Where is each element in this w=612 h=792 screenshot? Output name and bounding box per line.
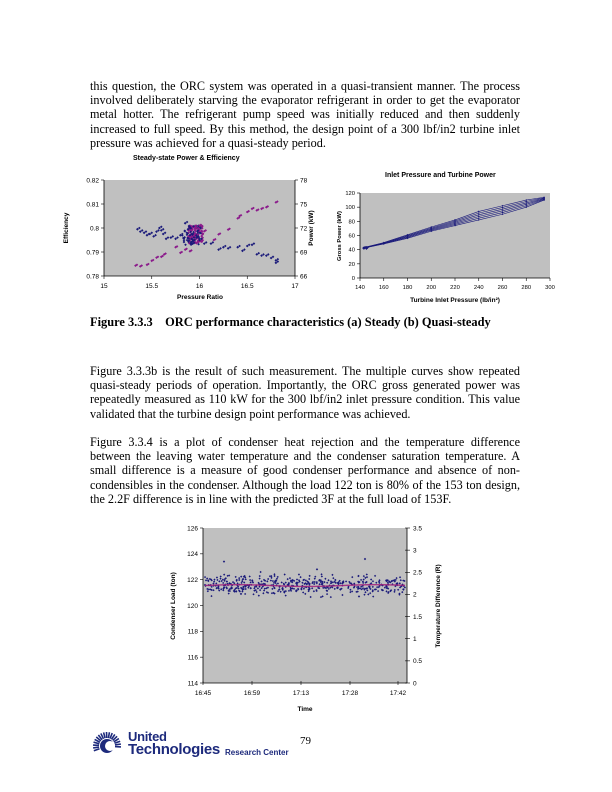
svg-text:0.5: 0.5 [413, 658, 423, 666]
research-center-label: Research Center [225, 748, 289, 757]
svg-text:0.81: 0.81 [86, 201, 99, 209]
svg-text:66: 66 [300, 273, 308, 281]
svg-text:116: 116 [187, 654, 198, 662]
svg-text:180: 180 [402, 285, 413, 291]
svg-text:0: 0 [413, 680, 417, 688]
svg-text:220: 220 [450, 285, 460, 291]
svg-text:80: 80 [348, 219, 355, 226]
svg-text:2.5: 2.5 [413, 569, 423, 577]
paragraph-condenser: Figure 3.3.4 is a plot of condenser heat rejection and the temperature difference between the leaving water temperature and the condenser saturation temperature. A small difference is a measure of good condenser performance and absence of non-condensibles in the condenser. Although the load 122 ton is 80% of the 153 ton design, the 2.2F difference is in line with the predicted 3F at the full load of 153F. [90, 435, 520, 506]
svg-text:120: 120 [345, 191, 355, 197]
svg-text:17:13: 17:13 [292, 690, 310, 697]
svg-text:160: 160 [378, 285, 389, 291]
svg-text:200: 200 [426, 285, 437, 291]
svg-text:1.5: 1.5 [413, 613, 423, 621]
svg-text:0.78: 0.78 [86, 273, 99, 281]
svg-text:3.5: 3.5 [413, 525, 423, 533]
utc-wordmark [128, 731, 220, 757]
svg-text:78: 78 [300, 177, 308, 185]
svg-text:240: 240 [473, 285, 484, 291]
chart-c-ylabel: Condenser Load (ton) [170, 572, 177, 640]
chart-b-title: Inlet Pressure and Turbine Power [385, 172, 496, 179]
chart-c-xlabel: Time [297, 706, 313, 713]
svg-text:75: 75 [300, 201, 308, 209]
svg-text:300: 300 [545, 285, 555, 291]
chart-b-ylabel: Gross Power (kW) [337, 211, 343, 261]
svg-text:17:42: 17:42 [389, 690, 407, 697]
chart-a-title: Steady-state Power & Efficiency [133, 155, 240, 162]
svg-text:16: 16 [195, 283, 204, 290]
svg-text:100: 100 [345, 205, 355, 212]
svg-text:126: 126 [187, 525, 198, 533]
chart-a-y2label: Power (kW) [308, 210, 315, 246]
figure-caption: Figure 3.3.3 ORC performance characteristics (a) Steady (b) Quasi-steady [90, 315, 491, 329]
svg-text:16:59: 16:59 [243, 690, 261, 697]
svg-text:0.8: 0.8 [89, 225, 99, 233]
chart-a-xlabel: Pressure Ratio [177, 294, 223, 301]
svg-text:124: 124 [187, 551, 198, 559]
svg-text:17: 17 [291, 283, 299, 290]
inlet-pressure-scatter [325, 165, 565, 305]
svg-text:1: 1 [413, 636, 417, 644]
svg-text:72: 72 [300, 225, 308, 233]
chart-b-xlabel: Turbine Inlet Pressure (lb/in²) [410, 297, 500, 304]
logo-line-2: Technologies [128, 741, 220, 758]
logo-line-1: United [128, 729, 167, 744]
condenser-load-scatter [160, 518, 460, 718]
svg-text:120: 120 [187, 602, 198, 610]
svg-text:15.5: 15.5 [145, 283, 159, 290]
svg-text:140: 140 [355, 285, 365, 291]
svg-text:17:28: 17:28 [341, 690, 359, 697]
svg-text:114: 114 [187, 680, 198, 688]
svg-text:122: 122 [187, 576, 198, 584]
svg-text:0: 0 [351, 276, 355, 282]
svg-text:16.5: 16.5 [240, 283, 254, 290]
chart-a-ylabel: Efficiency [63, 212, 70, 244]
svg-text:15: 15 [100, 283, 108, 290]
page-number: 79 [300, 735, 311, 747]
chart-c-y2label: Temperature Difference (R) [435, 564, 442, 648]
svg-text:0.82: 0.82 [86, 177, 99, 185]
svg-text:0.79: 0.79 [86, 249, 99, 257]
svg-text:16:45: 16:45 [194, 690, 212, 697]
svg-text:260: 260 [497, 285, 508, 291]
svg-text:2: 2 [413, 591, 417, 599]
paragraph-results: Figure 3.3.3b is the result of such measurement. The multiple curves show repeated quasi-steady periods of operation. Importantly, the ORC gross generated power was repeatedly measured as 110 kW for the 300 lbf/in2 inlet pressure condition. This value validated that the turbine design point performance was achieved. [90, 364, 520, 421]
chart-condenser-load [160, 518, 460, 718]
svg-text:40: 40 [348, 247, 355, 254]
steady-state-scatter [55, 150, 315, 310]
svg-text:280: 280 [521, 285, 532, 291]
svg-text:20: 20 [348, 261, 355, 268]
paragraph-intro: this question, the ORC system was operated in a quasi-transient manner. The process involved deliberately starving the evaporator refrigerant in order to get the evaporator metal hotter. The refrigerant pump speed was initially reduced and then suddenly increased to full speed. By this method, the design point of a 300 lbf/in2 turbine inlet pressure was achieved for a quasi-steady period. [90, 79, 520, 150]
utc-logo-icon [88, 730, 126, 763]
svg-text:69: 69 [300, 249, 308, 257]
chart-inlet-pressure [325, 165, 565, 305]
svg-text:118: 118 [187, 628, 198, 636]
svg-text:3: 3 [413, 547, 417, 555]
chart-steady-state [55, 150, 315, 310]
svg-text:60: 60 [348, 233, 355, 240]
